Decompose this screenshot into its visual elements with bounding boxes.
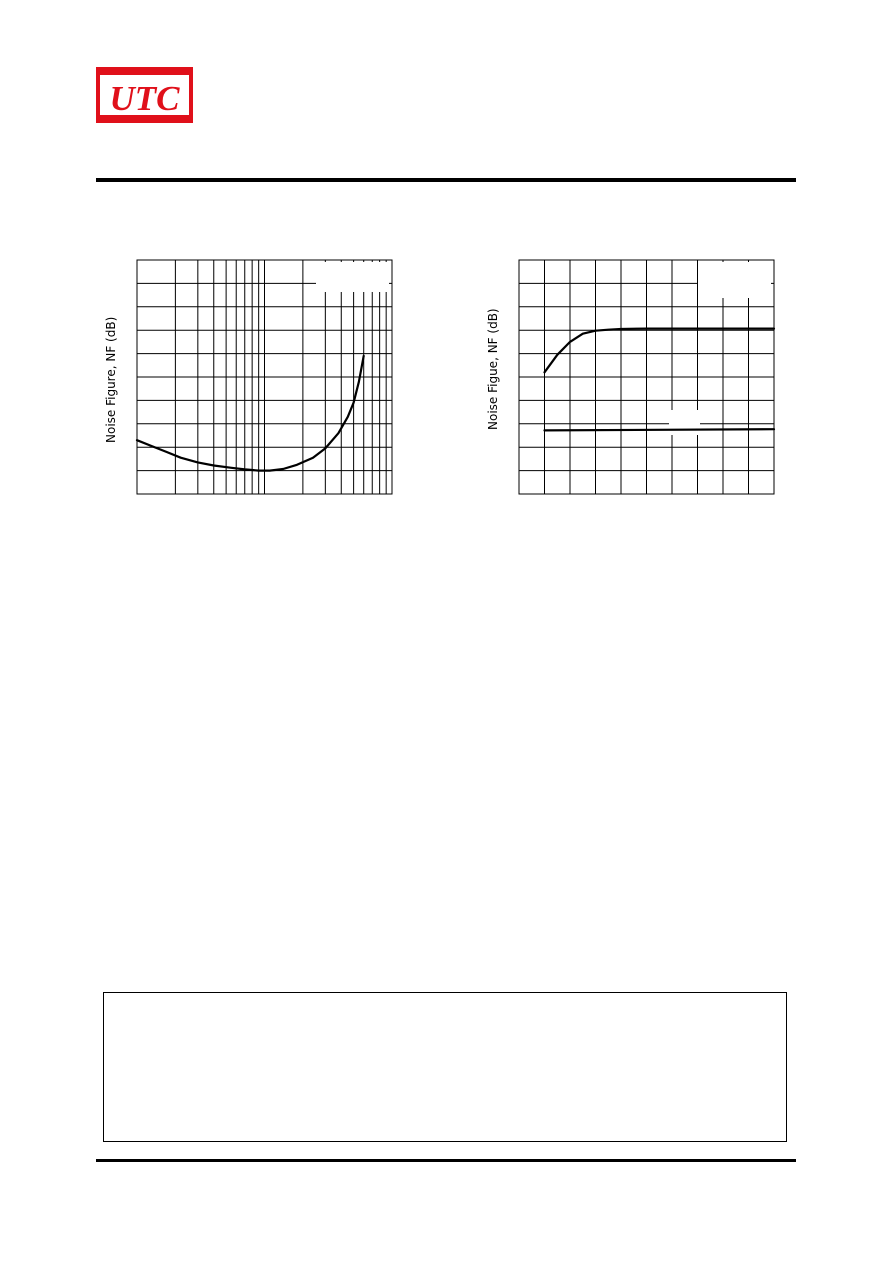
header-rule [96, 178, 796, 182]
utc-logo [96, 67, 193, 123]
footer-rule [96, 1159, 796, 1162]
logo-inner [100, 75, 189, 118]
chart2-noise-figure-plot [519, 260, 774, 494]
chart2-label-patch [669, 410, 700, 435]
logo-text: UTC [109, 79, 180, 118]
chart2-series-1-line [545, 329, 775, 373]
chart1-legend-box [316, 262, 389, 292]
notice-box [103, 992, 787, 1142]
chart1-series-1-line [137, 356, 364, 471]
chart1-y-axis-label: Noise Figure, NF (dB) [104, 316, 118, 443]
chart2-y-axis-label: Noise Figue, NF (dB) [486, 308, 500, 430]
chart2-legend-box [698, 262, 771, 298]
chart2-series-2-line [545, 429, 775, 430]
chart1-noise-figure-plot [137, 260, 392, 494]
